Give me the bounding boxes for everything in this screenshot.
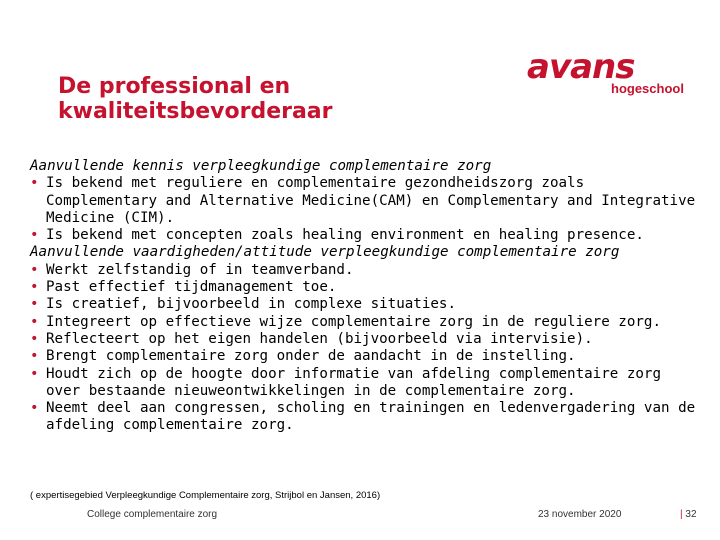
section-knowledge bbox=[30, 158, 700, 244]
footer-date: 23 november 2020 bbox=[538, 509, 622, 520]
slide-title-line-2: kwaliteitsbevorderaar bbox=[58, 99, 333, 124]
page-separator: | bbox=[680, 509, 683, 520]
list-item: • Is bekend met concepten zoals healing environment en healing presence. bbox=[30, 227, 700, 244]
section-heading: Aanvullende kennis verpleegkundige complementaire zorg bbox=[30, 158, 492, 174]
list-item: • Is creatief, bijvoorbeeld in complexe situaties. bbox=[30, 296, 700, 313]
avans-logo bbox=[527, 47, 692, 98]
section-skills bbox=[30, 244, 700, 434]
list-item: • Houdt zich op de hoogte door informatie van afdeling complementaire zorg over bestaande nieuweontwikkelingen in de complementaire zorg. bbox=[30, 366, 700, 401]
list-item: • Integreert op effectieve wijze complementaire zorg in de reguliere zorg. bbox=[30, 314, 700, 331]
list-item: • Neemt deel aan congressen, scholing en trainingen en ledenvergadering van de afdeling complementaire zorg. bbox=[30, 400, 700, 435]
bullet-list bbox=[30, 262, 700, 435]
section-heading: Aanvullende vaardigheden/attitude verpleegkundige complementaire zorg bbox=[30, 244, 620, 261]
page-number: 32 bbox=[685, 509, 697, 520]
footer-page-number bbox=[680, 509, 697, 520]
list-item: • Is bekend met reguliere en complementaire gezondheidszorg zoals Complementary and Alternative Medicine(CAM) en Complementary and Integrative Medicine (CIM). bbox=[30, 175, 700, 227]
list-item: • Reflecteert op het eigen handelen (bijvoorbeeld via intervisie). bbox=[30, 331, 700, 348]
slide-body bbox=[30, 158, 700, 435]
slide-title-line-1: De professional en bbox=[58, 74, 291, 99]
logo-subtitle: hogeschool bbox=[611, 81, 684, 96]
source-citation: ( expertisegebied Verpleegkundige Complementaire zorg, Strijbol en Jansen, 2016) bbox=[30, 490, 381, 501]
list-item: • Werkt zelfstandig of in teamverband. bbox=[30, 262, 700, 279]
slide-title bbox=[58, 74, 478, 124]
list-item: • Brengt complementaire zorg onder de aandacht in de instelling. bbox=[30, 348, 700, 365]
bullet-list bbox=[30, 175, 700, 244]
logo-wordmark: avans bbox=[527, 47, 635, 87]
list-item: • Past effectief tijdmanagement toe. bbox=[30, 279, 700, 296]
footer-course: College complementaire zorg bbox=[87, 509, 218, 520]
